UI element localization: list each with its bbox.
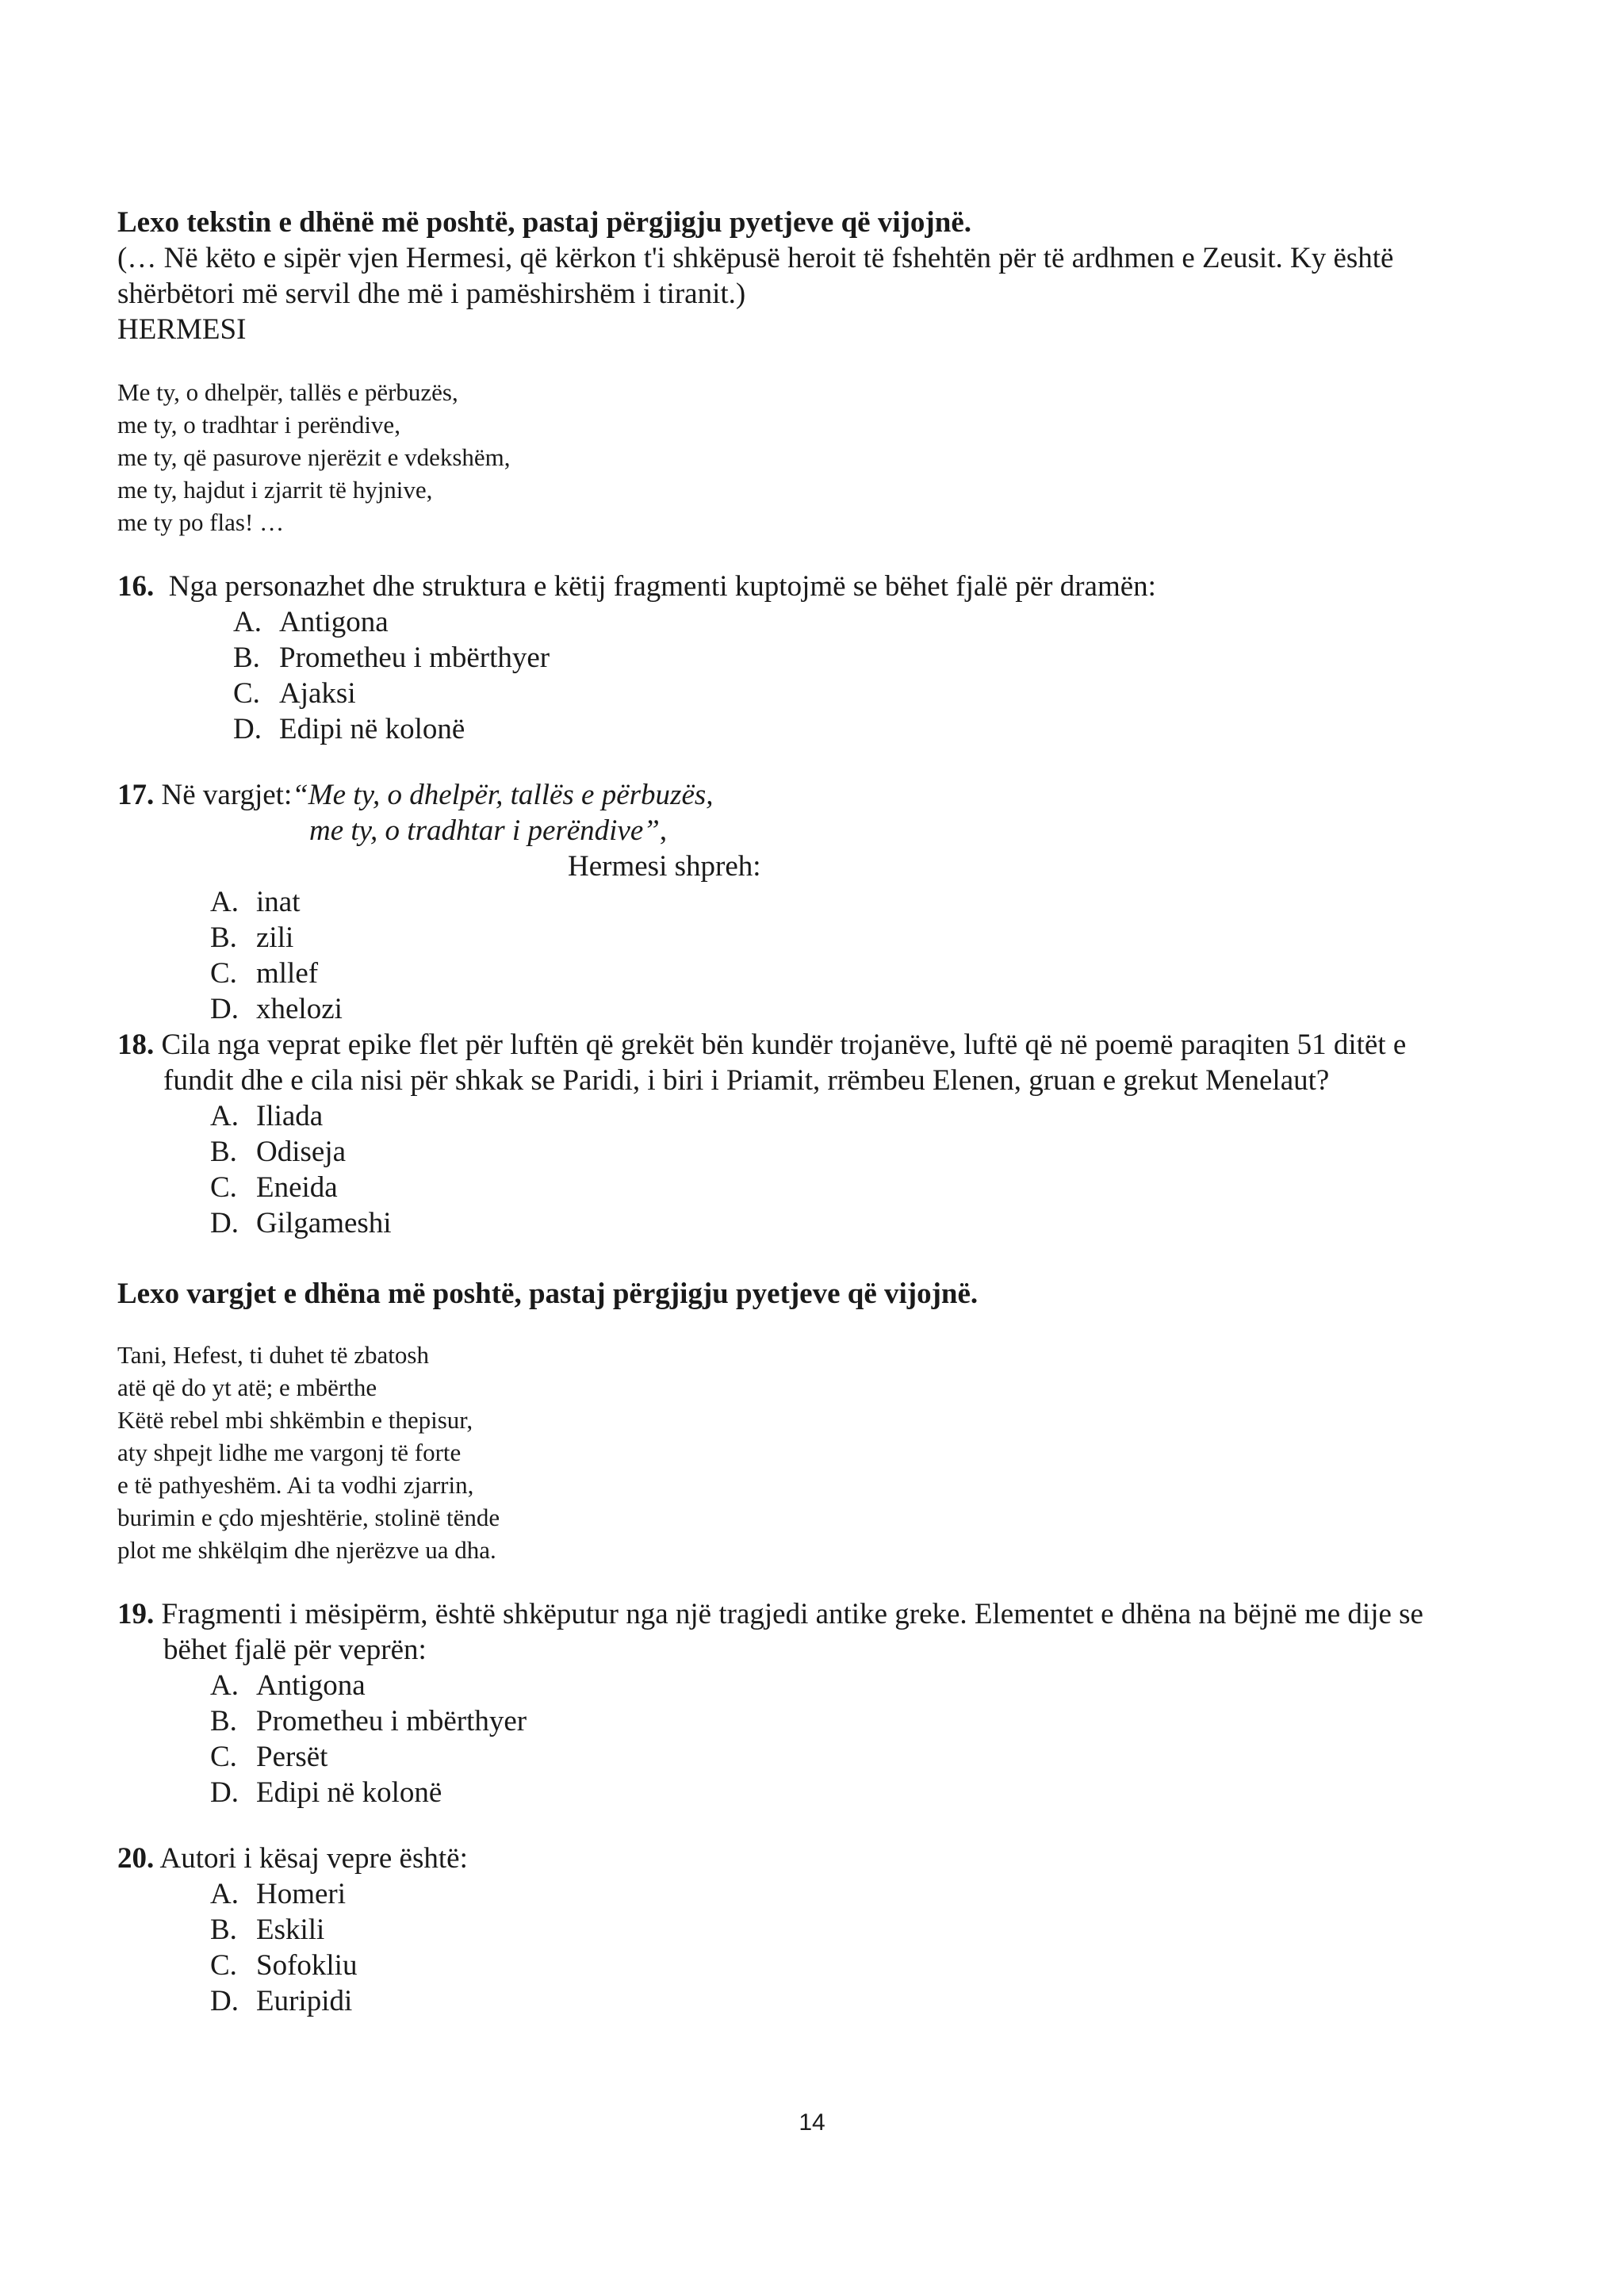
option-d: D. Gilgameshi (210, 1207, 392, 1239)
question-text-line2: fundit dhe e cila nisi për shkak se Paridi, i biri i Priamit, rrëmbeu Elenen, gruan e grekut Menelaut? (163, 1064, 1330, 1097)
verse-line: atë që do yt atë; e mbërthe (117, 1373, 377, 1401)
question-19-options (210, 1668, 1529, 1810)
question-17 (117, 777, 1529, 813)
verse-line: burimin e çdo mjeshtërie, stolinë tënde (117, 1504, 500, 1531)
page-number: 14 (799, 2109, 825, 2136)
question-number: 17. (117, 779, 155, 811)
hefest-verse (117, 1339, 1529, 1566)
option-a: A. Iliada (210, 1100, 324, 1132)
option-a: A. Antigona (233, 606, 389, 638)
verse-line: aty shpejt lidhe me vargonj të forte (117, 1439, 462, 1466)
option-d: D. xhelozi (210, 993, 343, 1025)
option-b: B. zili (210, 921, 294, 954)
question-18 (117, 1027, 1529, 1063)
hermes-verse (117, 376, 1529, 538)
verse-line: me ty, që pasurove njerëzit e vdekshëm, (117, 443, 511, 471)
question-text: Autori i kësaj vepre është: (159, 1842, 468, 1875)
question-18-options (210, 1098, 1529, 1241)
option-c: C. mllef (210, 957, 319, 990)
option-a: A. Homeri (210, 1878, 347, 1910)
page-content: Lexo tekstin e dhënë më poshtë, pastaj përgjigju pyetjeve që vijojnë. (… Në këto e sipër vjen Hermesi, që kërkon t'i shkëpusë heroit të fshehtën për të ardhmen e Zeusit. Ky është shërbëtori më servil dhe më i pamëshirshëm i tiranit.) HERMESI Me ty, o dhelpër, tallës e përbuzës, me ty, o tradhtar i perëndive, me ty, që pasurove njerëzit e vdekshëm, me ty, hajdut i zjarrit të hyjnive, me ty po flas! … 16. Nga personazhet dhe struktura e këtij fragmenti kuptojmë se bëhet fjalë për dramën: A. Antigona B. Prometheu i mbërthyer C. Ajaksi D. Edipi në kolonë 17. Në vargjet:“Me ty, o dhelpër, tallës e përbuzës, me ty, o tradhtar i perëndive”, Hermesi shpreh: A. inat B. zili C. mllef D. xhelozi 18. Cila nga veprat epike flet për luftën që grekët bën kundër trojanëve, luftë që në poemë paraqiten 51 ditët e fundit dhe e cila nisi për shkak se Paridi, i biri i Priamit, rrëmbeu Elenen, gruan e grekut Menelaut? A. Iliada B. Odiseja C. Eneida D. Gilgameshi Lexo vargjet e dhëna më poshtë, pastaj përgjigju pyetjeve që vijojnë. Tani, Hefest, ti duhet të zbatosh atë që do yt atë; e mbërthe Këtë rebel mbi shkëmbin e thepisur, aty shpejt lidhe me vargonj të forte e të pathyeshëm. Ai ta vodhi zjarrin, burimin e çdo mjeshtërie, stolinë tënde plot me shkëlqim dhe njerëzve ua dha. 19. Fragmenti i mësipërm, është shkëputur nga një tragjedi antike greke. Elementet e dhëna na bëjnë me dije se bëhet fjalë për veprën: A. Antigona B. Prometheu i mbërthyer C. Persët D. Edipi në kolonë 20. Autori i kësaj vepre është: A. Homeri B. Eskili C. Sofokliu D. Euripidi (117, 205, 1529, 2019)
section1-intro-line2: shërbëtori më servil dhe më i pamëshirshëm i tiranit.) (117, 278, 746, 310)
question-number: 19. (117, 1598, 155, 1630)
question-text-line2: bëhet fjalë për veprën: (163, 1634, 427, 1666)
question-quote-line2: me ty, o tradhtar i perëndive” (309, 814, 660, 847)
question-16-options (233, 604, 1529, 747)
section1-intro-line1: (… Në këto e sipër vjen Hermesi, që kërkon t'i shkëpusë heroit të fshehtën për të ardhmen e Zeusit. Ky është (117, 242, 1394, 274)
question-20-options (210, 1876, 1529, 2019)
section2-instruction: Lexo vargjet e dhëna më poshtë, pastaj përgjigju pyetjeve që vijojnë. (117, 1278, 979, 1310)
question-text-line1: Fragmenti i mësipërm, është shkëputur nga një tragjedi antike greke. Elementet e dhëna na bëjnë me dije se (161, 1598, 1423, 1630)
verse-line: Me ty, o dhelpër, tallës e përbuzës, (117, 378, 458, 406)
option-c: C. Eneida (210, 1171, 338, 1204)
verse-line: e të pathyeshëm. Ai ta vodhi zjarrin, (117, 1471, 474, 1499)
question-lead: Në vargjet: (161, 779, 293, 811)
verse-line: me ty, hajdut i zjarrit të hyjnive, (117, 476, 433, 504)
question-text-line1: Cila nga veprat epike flet për luftën që grekët bën kundër trojanëve, luftë që në poemë paraqiten 51 ditët e (161, 1029, 1407, 1061)
option-d: D. Edipi në kolonë (210, 1776, 442, 1809)
verse-line: me ty, o tradhtar i perëndive, (117, 411, 400, 439)
option-a: A. inat (210, 886, 301, 918)
question-20 (117, 1841, 1529, 1876)
question-16 (117, 569, 1529, 604)
option-d: D. Euripidi (210, 1985, 353, 2017)
question-quote-line1: “Me ty, o dhelpër, tallës e përbuzës, (292, 779, 714, 811)
question-number: 20. (117, 1842, 155, 1875)
option-a: A. Antigona (210, 1669, 366, 1702)
verse-line: Këtë rebel mbi shkëmbin e thepisur, (117, 1406, 473, 1434)
option-c: C. Ajaksi (233, 677, 356, 710)
section1-instruction: Lexo tekstin e dhënë më poshtë, pastaj përgjigju pyetjeve që vijojnë. (117, 206, 971, 239)
question-17-options (210, 884, 1529, 1027)
verse-line: plot me shkëlqim dhe njerëzve ua dha. (117, 1536, 496, 1564)
option-d: D. Edipi në kolonë (233, 713, 465, 745)
question-19 (117, 1596, 1529, 1632)
option-b: B. Prometheu i mbërthyer (233, 642, 550, 674)
option-c: C. Sofokliu (210, 1949, 358, 1982)
question-number: 18. (117, 1029, 155, 1061)
verse-line: me ty po flas! … (117, 508, 285, 536)
option-b: B. Odiseja (210, 1136, 347, 1168)
verse-line: Tani, Hefest, ti duhet të zbatosh (117, 1341, 429, 1369)
option-b: B. Eskili (210, 1914, 325, 1946)
option-b: B. Prometheu i mbërthyer (210, 1705, 527, 1737)
question-text: Nga personazhet dhe struktura e këtij fragmenti kuptojmë se bëhet fjalë për dramën: (168, 570, 1156, 603)
question-number: 16. (117, 570, 155, 603)
option-c: C. Persët (210, 1741, 328, 1773)
speaker-name: HERMESI (117, 313, 247, 346)
question-ending: Hermesi shpreh: (568, 850, 761, 883)
